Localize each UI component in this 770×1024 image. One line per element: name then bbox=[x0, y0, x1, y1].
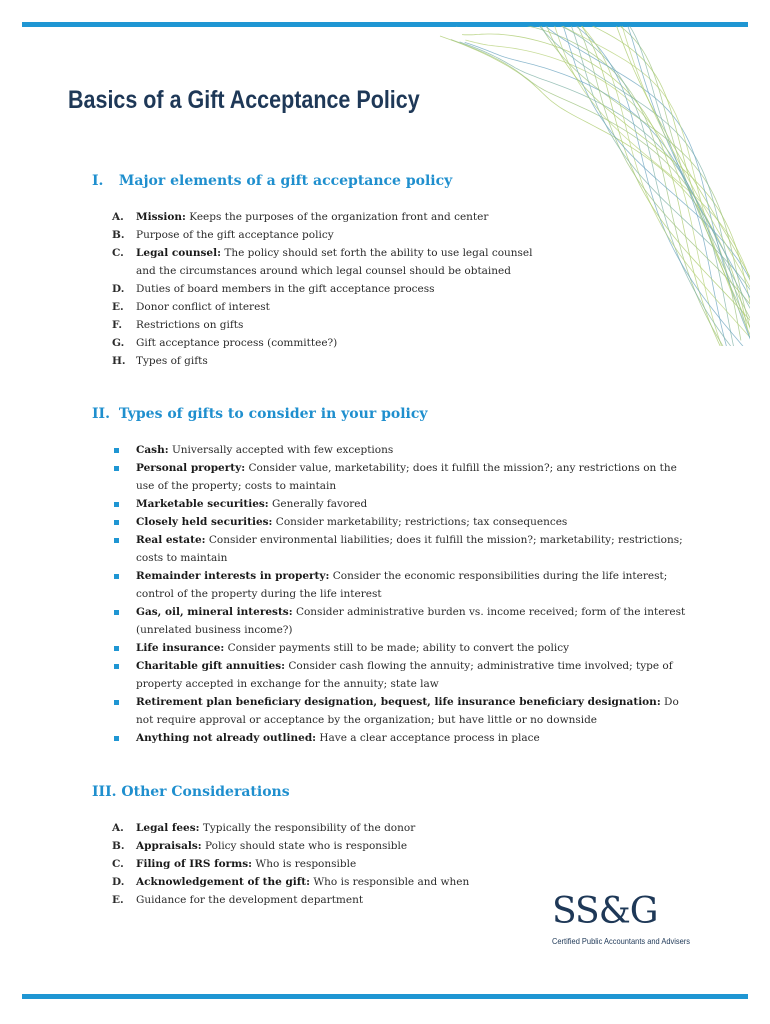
list-item bbox=[112, 352, 552, 370]
list-item bbox=[112, 441, 688, 459]
item-label: Cash: bbox=[136, 444, 169, 456]
major-elements-list bbox=[112, 208, 552, 370]
logo-tagline: Certified Public Accountants and Advisers bbox=[552, 936, 691, 946]
list-item bbox=[112, 495, 688, 513]
item-marker: A. bbox=[112, 211, 124, 223]
list-item bbox=[112, 873, 532, 891]
item-label: Acknowledgement of the gift: bbox=[136, 876, 311, 888]
list-item bbox=[112, 459, 688, 495]
item-text: Donor conflict of interest bbox=[136, 301, 270, 313]
item-text: Restrictions on gifts bbox=[136, 319, 244, 331]
square-bullet-icon bbox=[114, 646, 119, 651]
list-item bbox=[112, 603, 688, 639]
item-text: Duties of board members in the gift acceptance process bbox=[136, 283, 435, 295]
item-text: The policy should set forth the ability to use legal counsel and the circumstances around which legal counsel should be obtained bbox=[136, 247, 533, 277]
square-bullet-icon bbox=[114, 664, 119, 669]
list-item bbox=[112, 316, 552, 334]
list-item bbox=[112, 334, 552, 352]
list-item bbox=[112, 693, 688, 729]
item-marker: A. bbox=[112, 822, 124, 834]
item-text: Typically the responsibility of the donor bbox=[202, 822, 416, 834]
item-text: Consider value, marketability; does it fulfill the mission?; any restrictions on the use of the property; costs to maintain bbox=[136, 462, 677, 492]
list-item bbox=[112, 837, 532, 855]
item-text: Generally favored bbox=[272, 498, 368, 510]
section-title-1: Major elements of a gift acceptance policy bbox=[118, 173, 453, 189]
list-item bbox=[112, 244, 552, 280]
item-marker: E. bbox=[112, 894, 124, 906]
list-item bbox=[112, 855, 532, 873]
item-label: Retirement plan beneficiary designation, bequest, life insurance beneficiary designation: bbox=[136, 696, 661, 708]
item-text: Universally accepted with few exceptions bbox=[171, 444, 394, 456]
bottom-accent-rule bbox=[22, 994, 748, 999]
square-bullet-icon bbox=[114, 502, 119, 507]
item-text: Do not require approval or acceptance by the organization; but have little or no downside bbox=[136, 696, 679, 726]
section-heading-1 bbox=[92, 173, 452, 189]
square-bullet-icon bbox=[114, 736, 119, 741]
item-label: Mission: bbox=[136, 211, 186, 223]
list-item bbox=[112, 298, 552, 316]
item-label: Personal property: bbox=[136, 462, 246, 474]
item-label: Gas, oil, mineral interests: bbox=[136, 606, 293, 618]
square-bullet-icon bbox=[114, 520, 119, 525]
square-bullet-icon bbox=[114, 610, 119, 615]
item-text: Purpose of the gift acceptance policy bbox=[136, 229, 334, 241]
item-text: Who is responsible and when bbox=[313, 876, 470, 888]
item-text: Who is responsible bbox=[255, 858, 357, 870]
section-title-3: Other Considerations bbox=[121, 784, 290, 800]
list-item bbox=[112, 531, 688, 567]
list-item bbox=[112, 513, 688, 531]
item-text: Consider administrative burden vs. income received; form of the interest (unrelated business income?) bbox=[136, 606, 686, 636]
item-label: Life insurance: bbox=[136, 642, 225, 654]
item-marker: G. bbox=[112, 337, 125, 349]
item-marker: B. bbox=[112, 840, 125, 852]
list-item bbox=[112, 729, 688, 747]
item-marker: C. bbox=[112, 858, 124, 870]
item-text: Consider payments still to be made; ability to convert the policy bbox=[227, 642, 570, 654]
gift-types-list bbox=[112, 441, 688, 747]
item-text: Policy should state who is responsible bbox=[205, 840, 408, 852]
item-label: Charitable gift annuities: bbox=[136, 660, 285, 672]
list-item bbox=[112, 208, 552, 226]
list-item bbox=[112, 567, 688, 603]
list-item bbox=[112, 639, 688, 657]
item-label: Legal fees: bbox=[136, 822, 200, 834]
page-title: Basics of a Gift Acceptance Policy bbox=[68, 86, 420, 114]
section-title-2: Types of gifts to consider in your policy bbox=[118, 406, 428, 422]
item-marker: F. bbox=[112, 319, 123, 331]
square-bullet-icon bbox=[114, 466, 119, 471]
ssg-logo bbox=[552, 892, 709, 946]
item-label: Marketable securities: bbox=[136, 498, 269, 510]
item-marker: H. bbox=[112, 355, 126, 367]
section-heading-3 bbox=[92, 784, 290, 800]
list-item bbox=[112, 657, 688, 693]
item-label: Remainder interests in property: bbox=[136, 570, 330, 582]
item-label: Closely held securities: bbox=[136, 516, 273, 528]
section-heading-2 bbox=[92, 406, 428, 422]
item-label: Anything not already outlined: bbox=[136, 732, 317, 744]
item-label: Appraisals: bbox=[136, 840, 202, 852]
square-bullet-icon bbox=[114, 448, 119, 453]
list-item bbox=[112, 226, 552, 244]
item-label: Real estate: bbox=[136, 534, 206, 546]
item-label: Legal counsel: bbox=[136, 247, 221, 259]
square-bullet-icon bbox=[114, 574, 119, 579]
item-marker: C. bbox=[112, 247, 124, 259]
list-item bbox=[112, 280, 552, 298]
item-marker: B. bbox=[112, 229, 125, 241]
item-text: Gift acceptance process (committee?) bbox=[136, 337, 338, 349]
item-text: Consider marketability; restrictions; tax consequences bbox=[275, 516, 568, 528]
section-number-2: II. bbox=[92, 406, 110, 422]
other-considerations-list bbox=[112, 819, 532, 909]
section-number-3: III. bbox=[92, 784, 117, 800]
item-label: Filing of IRS forms: bbox=[136, 858, 253, 870]
list-item bbox=[112, 891, 532, 909]
item-text: Have a clear acceptance process in place bbox=[319, 732, 540, 744]
list-item bbox=[112, 819, 532, 837]
item-marker: D. bbox=[112, 876, 125, 888]
section-number-1: I. bbox=[92, 173, 104, 189]
square-bullet-icon bbox=[114, 538, 119, 543]
item-text: Consider the economic responsibilities during the life interest; control of the property during the life interest bbox=[136, 570, 668, 600]
item-marker: E. bbox=[112, 301, 124, 313]
item-text: Consider cash flowing the annuity; administrative time involved; type of property accepted in exchange for the annuity; state law bbox=[136, 660, 673, 690]
logo-wordmark: SS&G bbox=[552, 891, 658, 932]
item-text: Keeps the purposes of the organization front and center bbox=[189, 211, 489, 223]
square-bullet-icon bbox=[114, 700, 119, 705]
item-text: Types of gifts bbox=[136, 355, 208, 367]
item-text: Consider environmental liabilities; does it fulfill the mission?; marketability; restrictions; costs to maintain bbox=[136, 534, 683, 564]
item-text: Guidance for the development department bbox=[136, 894, 364, 906]
item-marker: D. bbox=[112, 283, 125, 295]
